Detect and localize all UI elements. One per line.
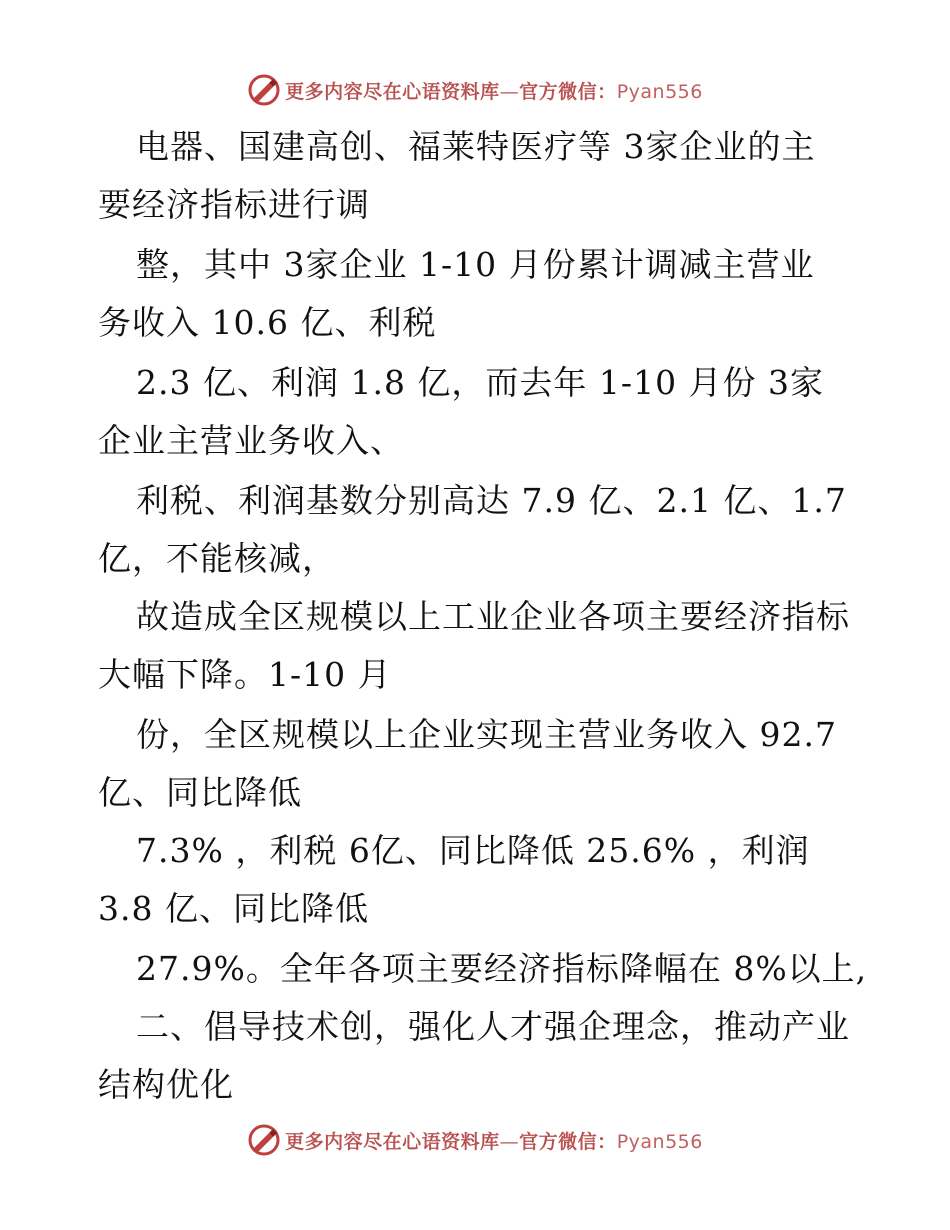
footer-banner bbox=[0, 1120, 950, 1160]
header-banner bbox=[0, 70, 950, 110]
banner-site-name: 更多内容尽在心语资料库 bbox=[285, 80, 500, 103]
paragraph-line: 亿、同比降低 bbox=[98, 773, 302, 812]
paragraph-line: 电器、国建高创、福莱特医疗等 3家企业的主 bbox=[136, 127, 816, 166]
paragraph-line: 亿，不能核减， bbox=[98, 539, 336, 578]
banner-separator: — bbox=[499, 1130, 520, 1153]
paragraph-line: 故造成全区规模以上工业企业各项主要经济指标 bbox=[136, 597, 850, 636]
paragraph-line: 企业主营业务收入、 bbox=[98, 421, 404, 460]
paragraph-line: 整，其中 3家企业 1-10 月份累计调减主营业 bbox=[136, 245, 815, 284]
paragraph-line: 结构优化 bbox=[98, 1065, 234, 1104]
paragraph-line: 3.8 亿、同比降低 bbox=[98, 889, 369, 928]
paragraph-line: 利税、利润基数分别高达 7.9 亿、2.1 亿、1.7 bbox=[136, 481, 847, 520]
banner-official-label: 官方微信： bbox=[519, 1130, 617, 1153]
paragraph-line: 2.3 亿、利润 1.8 亿，而去年 1-10 月份 3家 bbox=[136, 363, 825, 402]
banner-text bbox=[285, 77, 703, 104]
paragraph-line: 27.9%。全年各项主要经济指标降幅在 8%以上, bbox=[136, 949, 868, 988]
banner-text bbox=[285, 1127, 703, 1154]
banner-wechat-id: Pyan556 bbox=[616, 1130, 703, 1153]
pen-logo-icon bbox=[247, 73, 281, 107]
section-heading: 二、倡导技术创，强化人才强企理念，推动产业 bbox=[136, 1007, 850, 1046]
paragraph-line: 大幅下降。1-10 月 bbox=[98, 655, 392, 694]
paragraph-line: 务收入 10.6 亿、利税 bbox=[98, 303, 437, 342]
paragraph-line: 7.3% ，利税 6亿、同比降低 25.6% ，利润 bbox=[136, 831, 810, 870]
banner-official-label: 官方微信： bbox=[519, 80, 617, 103]
banner-wechat-id: Pyan556 bbox=[616, 80, 703, 103]
paragraph-line: 份，全区规模以上企业实现主营业务收入 92.7 bbox=[136, 715, 837, 754]
paragraph-line: 要经济指标进行调 bbox=[98, 185, 370, 224]
banner-separator: — bbox=[499, 80, 520, 103]
banner-site-name: 更多内容尽在心语资料库 bbox=[285, 1130, 500, 1153]
pen-logo-icon bbox=[247, 1123, 281, 1157]
